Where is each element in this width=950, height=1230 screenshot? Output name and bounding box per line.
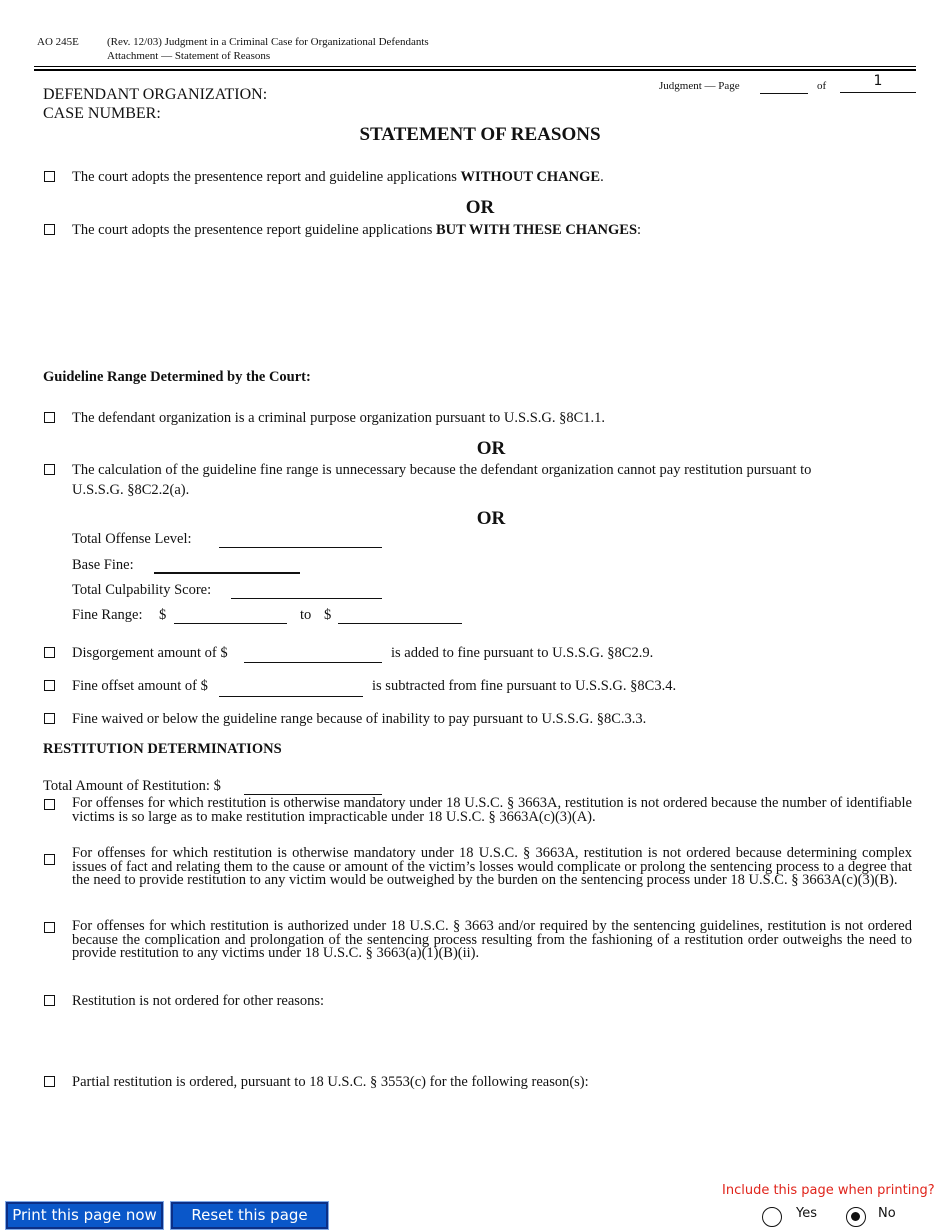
page-total-field[interactable]: 1 (840, 73, 916, 93)
fine-range-dollar-2: $ (324, 607, 332, 623)
restitution-total-field[interactable] (244, 778, 382, 795)
calculation-unnecessary-line1: The calculation of the guideline fine range is unnecessary because the defendant organization cannot pay restitution pursuant to (72, 462, 812, 478)
criminal-purpose-checkbox[interactable] (44, 412, 55, 423)
disgorgement-pre: Disgorgement amount of $ (72, 645, 228, 661)
adopt-with-changes-checkbox[interactable] (44, 224, 55, 235)
criminal-purpose-text: The defendant organization is a criminal purpose organization pursuant to U.S.S.G. §8C1.1. (72, 410, 606, 426)
fine-offset-pre: Fine offset amount of $ (72, 678, 208, 694)
form-code: AO 245E (37, 36, 79, 48)
culpability-label: Total Culpability Score: (72, 582, 212, 598)
disgorgement-field[interactable] (244, 646, 382, 663)
fine-range-min-field[interactable] (174, 607, 287, 624)
guideline-heading: Guideline Range Determined by the Court: (43, 369, 311, 385)
disgorgement-checkbox[interactable] (44, 647, 55, 658)
restitution-item2-checkbox[interactable] (44, 854, 55, 865)
of-label: of (817, 80, 827, 92)
restitution-item4-text: Restitution is not ordered for other reasons: (72, 993, 325, 1009)
restitution-item2-text: For offenses for which restitution is otherwise mandatory under 18 U.S.C. § 3663A, restitution is not ordered because determining complex issues of fact and relating them to the cause or amount of the victim’s losses would complicate or prolong the sentencing process to a degree that the need to provide restitution to any victim would be outweighed by the burden on the sentencing process under 18 U.S.C. § 3663A(c)(3)(B). (72, 845, 912, 888)
fine-range-dollar-1: $ (159, 607, 167, 623)
header-rule-top (34, 66, 916, 67)
print-page-button[interactable]: Print this page now (6, 1202, 163, 1229)
restitution-item3-text: For offenses for which restitution is authorized under 18 U.S.C. § 3663 and/or required by the sentencing guidelines, restitution is not ordered because the complication and prolongation of the sentencing process resulting from the fashioning of a restitution order outweighs the need to provide restitution to any victims under 18 U.S.C. § 3663(a)(1)(B)(ii). (72, 918, 912, 961)
or-label-1: OR (465, 197, 495, 218)
adopt-with-changes-text: The court adopts the presentence report guideline applications BUT WITH THESE CHANGES: (72, 222, 642, 238)
include-no-label: No (878, 1206, 896, 1221)
case-number-label: CASE NUMBER: (43, 105, 161, 122)
reset-page-button[interactable]: Reset this page (171, 1202, 328, 1229)
fine-waived-checkbox[interactable] (44, 713, 55, 724)
restitution-item3-checkbox[interactable] (44, 922, 55, 933)
page-number-field[interactable] (760, 77, 808, 94)
header-rule-bottom (34, 69, 916, 71)
adopt-without-change-checkbox[interactable] (44, 171, 55, 182)
restitution-item4-checkbox[interactable] (44, 995, 55, 1006)
fine-offset-checkbox[interactable] (44, 680, 55, 691)
fine-offset-post: is subtracted from fine pursuant to U.S.S.G. §8C3.4. (372, 678, 677, 694)
calculation-unnecessary-checkbox[interactable] (44, 464, 55, 475)
base-fine-label: Base Fine: (72, 557, 134, 573)
calculation-unnecessary-line2: U.S.S.G. §8C2.2(a). (72, 482, 190, 498)
radio-selected-dot (851, 1212, 860, 1221)
base-fine-field[interactable] (154, 556, 300, 574)
culpability-field[interactable] (231, 582, 382, 599)
fine-waived-text: Fine waived or below the guideline range because of inability to pay pursuant to U.S.S.G. §8C.3.3. (72, 711, 647, 727)
total-offense-field[interactable] (219, 531, 382, 548)
restitution-item1-text: For offenses for which restitution is otherwise mandatory under 18 U.S.C. § 3663A, restitution is not ordered because the number of identifiable victims is so large as to make restitution impracticable under 18 U.S.C. § 3663A(c)(3)(A). (72, 795, 912, 825)
or-label-2: OR (476, 438, 506, 459)
include-no-radio[interactable] (846, 1207, 866, 1227)
fine-range-label: Fine Range: (72, 607, 143, 623)
total-offense-label: Total Offense Level: (72, 531, 192, 547)
page-title: STATEMENT OF REASONS (359, 124, 601, 145)
restitution-item1-checkbox[interactable] (44, 799, 55, 810)
include-yes-label: Yes (796, 1206, 817, 1221)
or-label-3: OR (476, 508, 506, 529)
include-page-prompt: Include this page when printing? (722, 1183, 935, 1198)
form-subtitle: Attachment — Statement of Reasons (107, 50, 271, 62)
restitution-heading: RESTITUTION DETERMINATIONS (43, 741, 282, 757)
restitution-item5-text: Partial restitution is ordered, pursuant to 18 U.S.C. § 3553(c) for the following reason(s): (72, 1074, 589, 1090)
restitution-item5-checkbox[interactable] (44, 1076, 55, 1087)
fine-range-max-field[interactable] (338, 607, 462, 624)
fine-range-to: to (300, 607, 312, 623)
judgment-page-label: Judgment — Page (659, 80, 740, 92)
disgorgement-post: is added to fine pursuant to U.S.S.G. §8C2.9. (391, 645, 654, 661)
fine-offset-field[interactable] (219, 680, 363, 697)
defendant-label: DEFENDANT ORGANIZATION: (43, 86, 268, 103)
include-yes-radio[interactable] (762, 1207, 782, 1227)
adopt-without-change-text: The court adopts the presentence report and guideline applications WITHOUT CHANGE. (72, 169, 604, 185)
restitution-total-label: Total Amount of Restitution: $ (43, 778, 221, 794)
form-title: (Rev. 12/03) Judgment in a Criminal Case for Organizational Defendants (107, 36, 429, 48)
